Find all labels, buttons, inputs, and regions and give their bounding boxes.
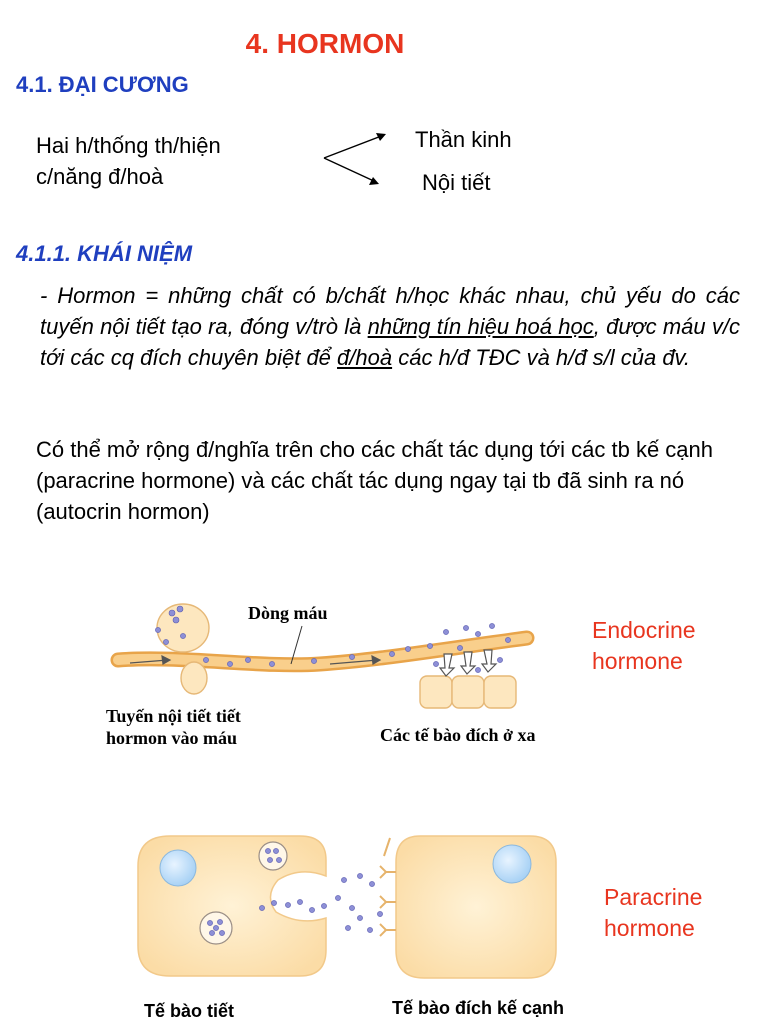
systems-intro-line1: Hai h/thống th/hiện [36, 133, 221, 158]
gland-label-line2: hormon vào máu [106, 728, 238, 748]
gland-label-line1: Tuyến nội tiết tiết [106, 706, 241, 726]
secreting-cell-nucleus [160, 850, 196, 886]
target-cell-caption: Tế bào đích kế cạnh [392, 998, 565, 1018]
definition-part-1: - Hormon = những chất có b/chất h/học khác nhau, chủ yếu do các tuyến nội tiết tạo ra, đóng v/trò là [40, 283, 740, 339]
system-neural: Thần kinh [415, 127, 512, 152]
definition-underline-regulate: đ/hoà [337, 345, 393, 370]
section-heading-4-1-1: 4.1.1. KHÁI NIỆM [16, 241, 193, 266]
secreting-cell-caption: Tế bào tiết [144, 1001, 235, 1021]
target-cell [396, 836, 556, 978]
extension-paragraph: Có thể mở rộng đ/nghĩa trên cho các chất tác dụng tới các tb kế cạnh (paracrine hormone) và các chất tác dụng ngay tại tb đã sinh ra nó (autocrin hormon) [36, 437, 714, 524]
paracrine-type-line1: Paracrine [604, 884, 703, 910]
page-title: 4. HORMON [245, 28, 405, 59]
section-heading-4-1: 4.1. ĐẠI CƯƠNG [16, 72, 189, 97]
vesicle-top [259, 842, 287, 870]
definition-part-3: các h/đ TĐC và h/đ s/l của đv. [392, 345, 691, 370]
endocrine-type-line2: hormone [592, 648, 683, 674]
paracrine-type-line2: hormone [604, 915, 695, 941]
paracrine-type-label [604, 882, 702, 944]
systems-intro-line2: c/năng đ/hoà [36, 164, 164, 189]
endocrine-type-line1: Endocrine [592, 617, 696, 643]
target-cell-nucleus [493, 845, 531, 883]
receptors [380, 838, 396, 936]
definition-underline-signals: những tín hiệu hoá học [367, 314, 594, 339]
system-endocrine: Nội tiết [422, 170, 491, 195]
target-cells-label: Các tế bào đích ở xa [380, 725, 536, 745]
blood-flow-label: Dòng máu [248, 603, 328, 623]
definition-part-2: , được máu v/c tới các cq đích chuyên biệt để [40, 314, 740, 370]
